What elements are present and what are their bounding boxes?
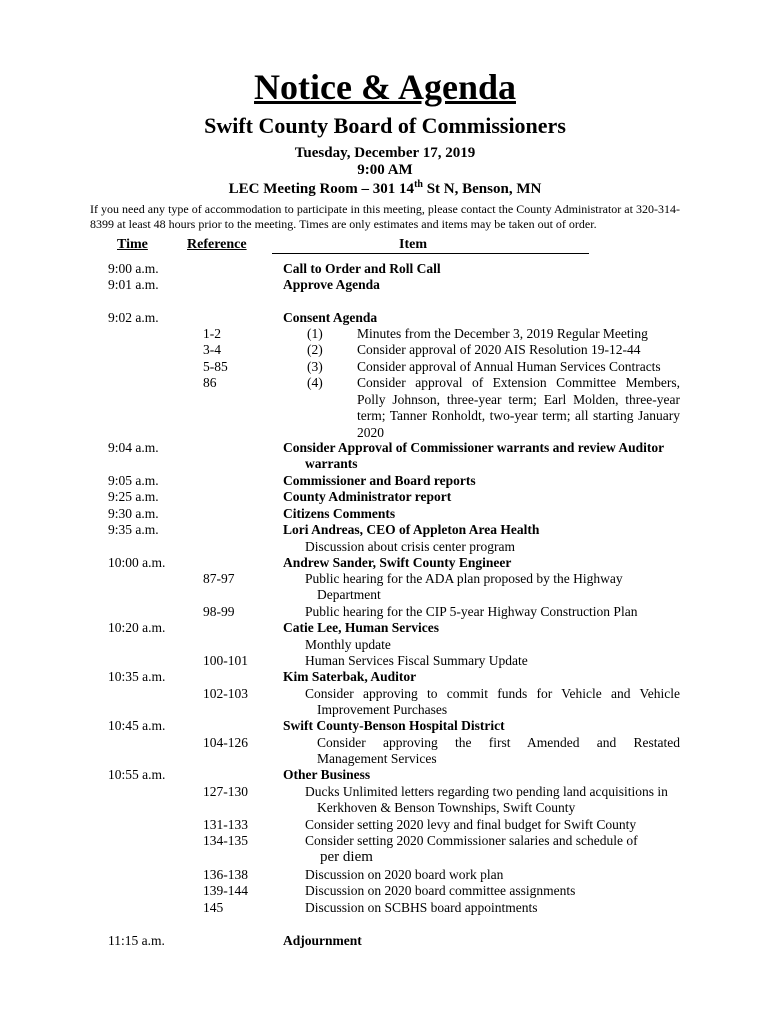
location-text: LEC Meeting Room – 301 14: [228, 181, 415, 197]
agenda-detail-continued: Management Services: [317, 751, 437, 766]
consent-item-number: (4): [307, 375, 323, 390]
consent-item-text: Consider approval of Extension Committee Members, Polly Johnson, three-year term; Earl Molden, three-year term; Tanner Ronholdt, two-year term; all starting January 2020: [357, 375, 680, 440]
time-cell: 9:05 a.m.: [108, 473, 159, 488]
agenda-heading: Consider Approval of Commissioner warrants and review Auditor: [283, 440, 665, 455]
agenda-heading-continued: warrants: [305, 456, 358, 471]
agenda-detail-continued: per diem: [320, 849, 373, 865]
page-title: Notice & Agenda: [254, 67, 516, 107]
column-header-time: Time: [117, 237, 148, 252]
time-cell: 9:01 a.m.: [108, 277, 159, 292]
accommodation-notice: If you need any type of accommodation to participate in this meeting, please contact the County Administrator at 320-314-8399 at least 48 hours prior to the meeting. Times are only estimates and items may be taken out of order.: [90, 202, 680, 231]
time-cell: 9:30 a.m.: [108, 506, 159, 521]
reference-cell: 127-130: [203, 784, 248, 799]
agenda-detail: Human Services Fiscal Summary Update: [305, 653, 528, 668]
consent-item-text: Minutes from the December 3, 2019 Regular Meeting: [357, 326, 648, 341]
time-cell: 9:02 a.m.: [108, 310, 159, 325]
agenda-heading: Other Business: [283, 767, 371, 782]
reference-cell: 5-85: [203, 359, 228, 374]
reference-cell: 139-144: [203, 883, 248, 898]
agenda-detail: Discussion on SCBHS board appointments: [305, 900, 538, 915]
reference-cell: 104-126: [203, 735, 248, 750]
reference-cell: 136-138: [203, 867, 248, 882]
reference-cell: 131-133: [203, 817, 248, 832]
consent-item-number: (1): [307, 326, 323, 341]
agenda-detail: Consider approving to commit funds for Vehicle and Vehicle: [305, 686, 680, 701]
consent-item-text: Consider approval of Annual Human Services Contracts: [357, 359, 661, 374]
agenda-detail: Consider setting 2020 Commissioner salaries and schedule of: [305, 833, 638, 848]
agenda-detail: Consider approving the first Amended and Restated: [317, 735, 680, 750]
agenda-detail: Public hearing for the CIP 5-year Highway Construction Plan: [305, 604, 638, 619]
agenda-heading: Catie Lee, Human Services: [283, 620, 439, 635]
reference-cell: 102-103: [203, 686, 248, 701]
location-superscript: th: [414, 179, 423, 190]
agenda-detail-continued: Improvement Purchases: [317, 702, 448, 717]
meeting-date: Tuesday, December 17, 2019: [294, 145, 476, 161]
consent-item-text: Consider approval of 2020 AIS Resolution 19-12-44: [357, 342, 641, 357]
reference-cell: 3-4: [203, 342, 221, 357]
time-cell: 10:55 a.m.: [108, 767, 166, 782]
agenda-heading: Lori Andreas, CEO of Appleton Area Health: [283, 522, 540, 537]
reference-cell: 134-135: [203, 833, 248, 848]
meeting-location: [0, 179, 770, 198]
agenda-heading: Citizens Comments: [283, 506, 396, 521]
agenda-heading: Approve Agenda: [283, 277, 380, 292]
reference-cell: 86: [203, 375, 217, 390]
agenda-heading: Kim Saterbak, Auditor: [283, 669, 417, 684]
board-name: Swift County Board of Commissioners: [204, 113, 566, 138]
consent-item-number: (2): [307, 342, 323, 357]
time-cell: 10:45 a.m.: [108, 718, 166, 733]
location-text-end: St N, Benson, MN: [422, 181, 542, 197]
time-cell: 10:00 a.m.: [108, 555, 166, 570]
agenda-detail: Ducks Unlimited letters regarding two pending land acquisitions in: [305, 784, 668, 799]
agenda-detail-continued: Kerkhoven & Benson Townships, Swift County: [317, 800, 576, 815]
agenda-detail: Discussion about crisis center program: [305, 539, 515, 554]
reference-cell: 100-101: [203, 653, 248, 668]
agenda-heading: Andrew Sander, Swift County Engineer: [283, 555, 512, 570]
agenda-heading: Commissioner and Board reports: [283, 473, 476, 488]
agenda-heading: Adjournment: [283, 933, 362, 948]
time-cell: 9:35 a.m.: [108, 522, 159, 537]
reference-cell: 87-97: [203, 571, 235, 586]
time-cell: 10:35 a.m.: [108, 669, 166, 684]
agenda-detail: Consider setting 2020 levy and final budget for Swift County: [305, 817, 637, 832]
time-cell: 9:00 a.m.: [108, 261, 159, 276]
reference-cell: 145: [203, 900, 224, 915]
time-cell: 11:15 a.m.: [108, 933, 165, 948]
reference-cell: 1-2: [203, 326, 221, 341]
reference-cell: 98-99: [203, 604, 235, 619]
agenda-detail: Discussion on 2020 board committee assignments: [305, 883, 576, 898]
consent-item-number: (3): [307, 359, 323, 374]
agenda-heading: Consent Agenda: [283, 310, 378, 325]
time-cell: 9:25 a.m.: [108, 489, 159, 504]
agenda-detail: Discussion on 2020 board work plan: [305, 867, 504, 882]
agenda-heading: County Administrator report: [283, 489, 452, 504]
agenda-heading: Swift County-Benson Hospital District: [283, 718, 505, 733]
agenda-heading: Call to Order and Roll Call: [283, 261, 441, 276]
item-header-underline: [272, 253, 589, 254]
meeting-time: 9:00 AM: [357, 162, 413, 178]
agenda-detail: Public hearing for the ADA plan proposed by the Highway: [305, 571, 623, 586]
agenda-detail: Monthly update: [305, 637, 391, 652]
column-header-reference: Reference: [187, 237, 247, 252]
column-header-item: Item: [399, 237, 427, 252]
time-cell: 9:04 a.m.: [108, 440, 159, 455]
time-cell: 10:20 a.m.: [108, 620, 166, 635]
agenda-detail-continued: Department: [317, 587, 381, 602]
